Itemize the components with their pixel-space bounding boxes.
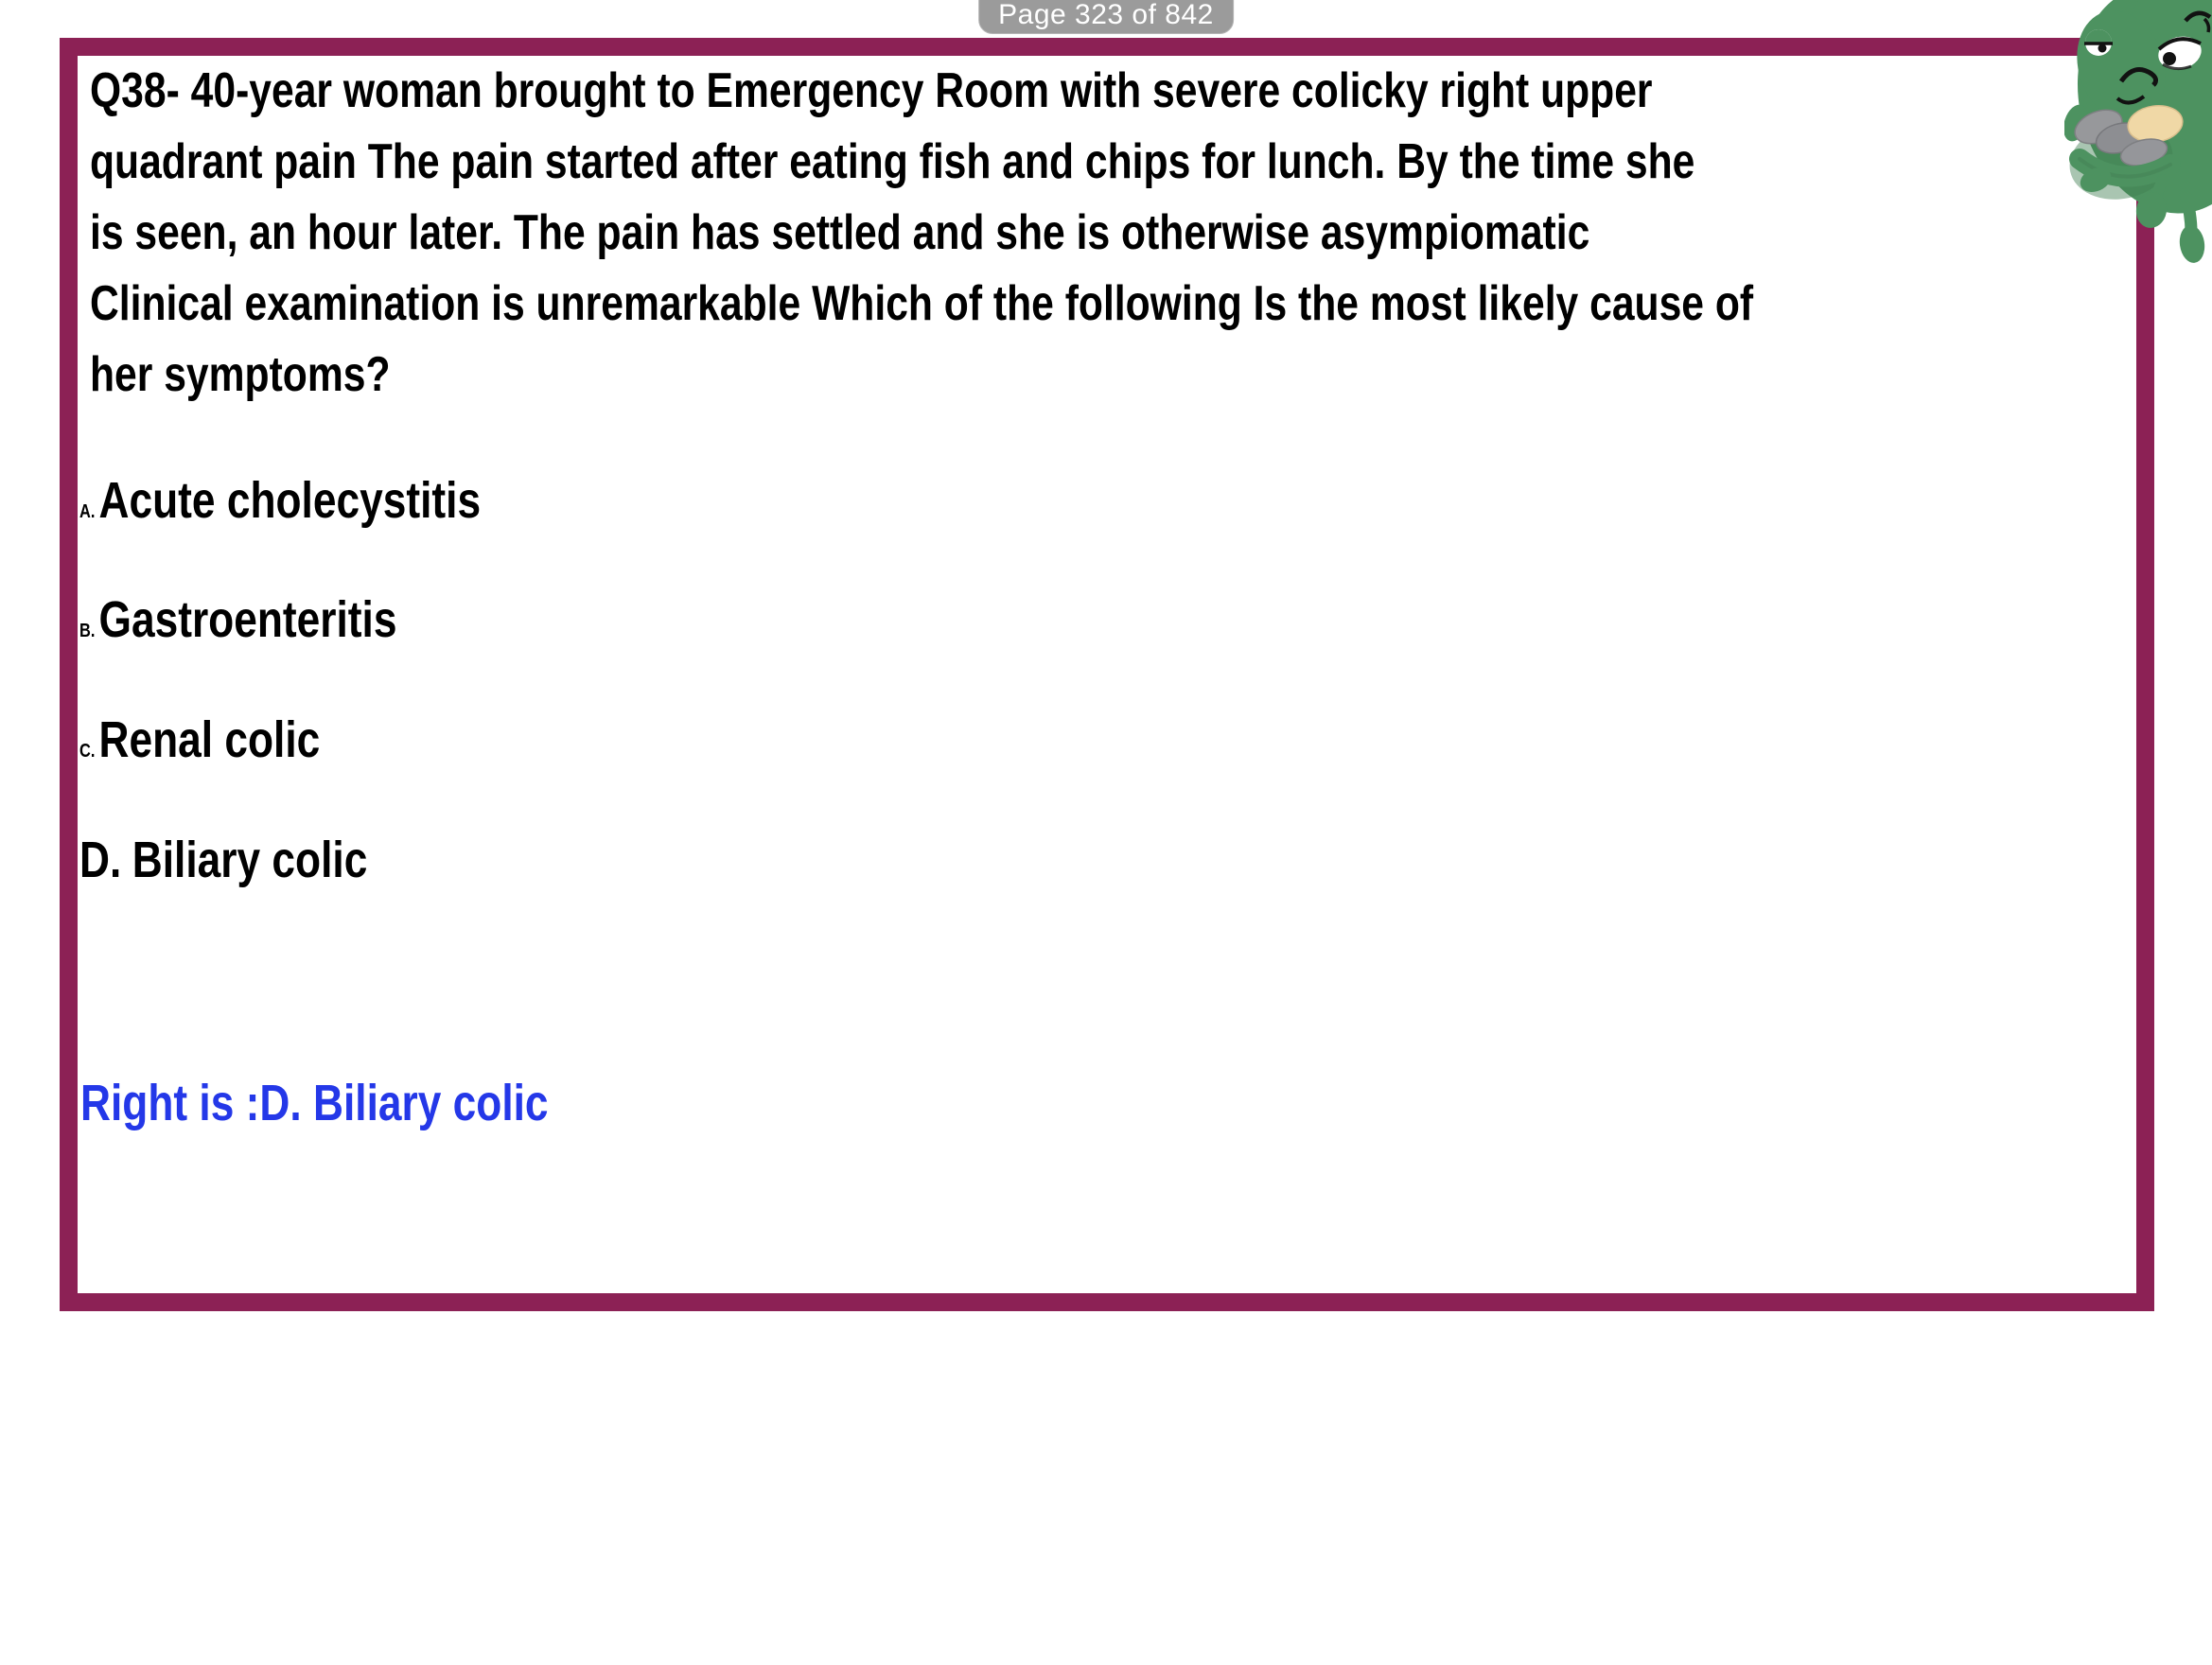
option-c-letter: C. xyxy=(79,741,96,762)
option-b-letter: B. xyxy=(79,621,96,641)
option-b-text: Gastroenteritis xyxy=(98,591,397,648)
correct-answer-text: Right is :D. Biliary colic xyxy=(80,1075,549,1131)
question-line: Q38- 40-year woman brought to Emergency Room with severe colicky right upper xyxy=(90,63,1653,118)
question-line: her symptoms? xyxy=(90,347,391,402)
option-c-text: Renal colic xyxy=(98,711,321,768)
option-d xyxy=(79,832,430,888)
question-card xyxy=(60,38,2154,1311)
option-c xyxy=(79,712,373,768)
option-d-text: Biliary colic xyxy=(132,832,368,888)
option-d-letter: D. xyxy=(79,832,122,888)
question-line: Clinical examination is unremarkable Which of the following Is the most likely cause of xyxy=(90,276,1754,331)
page-indicator-text: Page 323 of 842 xyxy=(998,0,1214,30)
option-b xyxy=(79,592,466,648)
option-a-text: Acute cholecystitis xyxy=(98,472,482,529)
page-indicator-badge xyxy=(978,0,1234,34)
question-line: is seen, an hour later. The pain has settled and she is otherwise asympiomatic xyxy=(90,205,1590,260)
question-text xyxy=(90,56,2118,411)
option-a xyxy=(79,473,569,529)
option-a-letter: A. xyxy=(79,501,96,522)
question-line: quadrant pain The pain started after eating fish and chips for lunch. By the time she xyxy=(90,134,1695,189)
